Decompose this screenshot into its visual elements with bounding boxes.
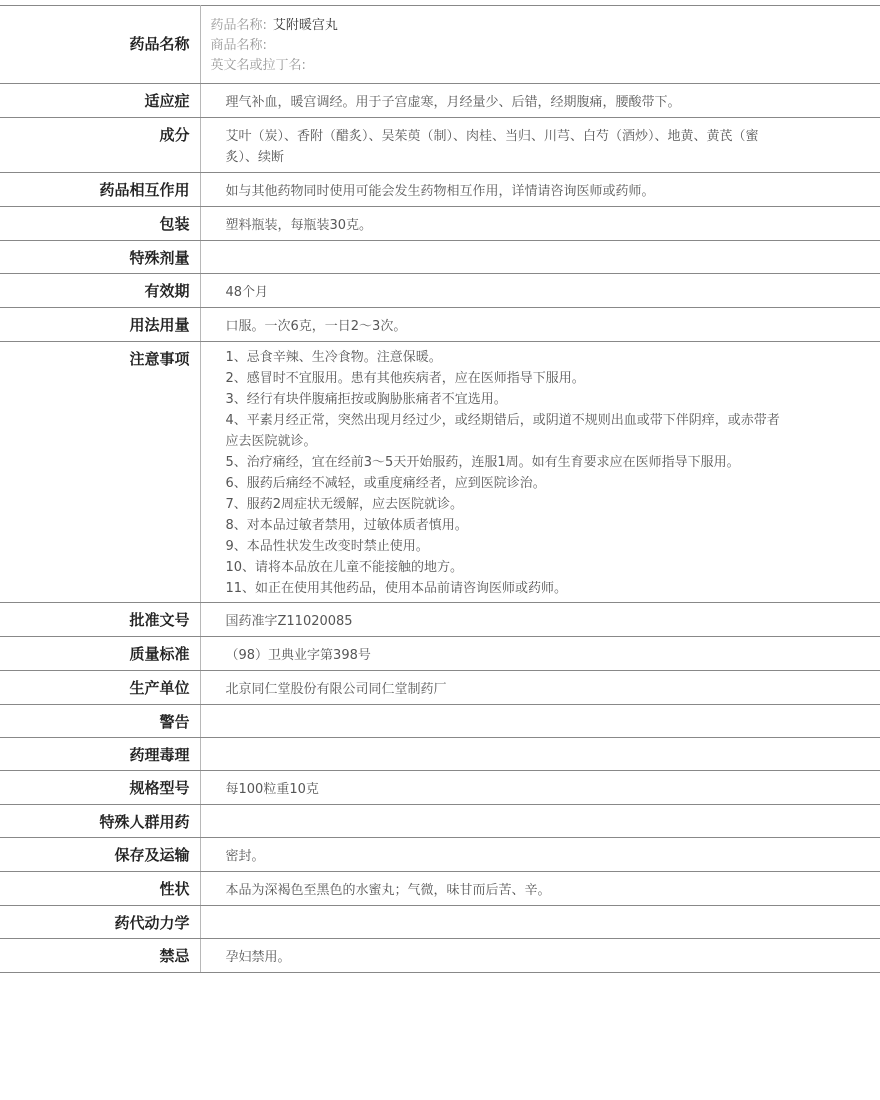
list-item: 9、本品性状发生改变时禁止使用。 <box>225 539 429 554</box>
table-row-special-dosage <box>0 241 880 274</box>
list-item: 6、服药后痛经不减轻，或重度痛经者，应到医院诊治。 <box>225 476 546 491</box>
list-item: 10、请将本品放在儿童不能接触的地方。 <box>225 560 464 575</box>
table-row-packaging <box>0 207 880 241</box>
drug-info-page <box>0 5 880 973</box>
table-row-precautions <box>0 342 880 603</box>
table-row-warning <box>0 705 880 738</box>
row-label: 禁忌 <box>0 939 200 973</box>
row-value <box>200 241 880 274</box>
table-row-indications <box>0 84 880 118</box>
drug-spec-table <box>0 5 880 973</box>
row-value: 艾叶（炭）、香附（醋炙）、吴茱萸（制）、肉桂、当归、川芎、白芍（酒炒）、地黄、黄芪（蜜炙）、续断 <box>200 118 880 173</box>
table-row-approval-number <box>0 603 880 637</box>
list-item: 2、感冒时不宜服用。患有其他疾病者，应在医师指导下服用。 <box>225 371 585 386</box>
table-row-quality-standard <box>0 637 880 671</box>
row-label: 性状 <box>0 872 200 906</box>
row-label: 批准文号 <box>0 603 200 637</box>
table-row-storage <box>0 838 880 872</box>
row-label: 成分 <box>0 118 200 173</box>
row-value: 口服。一次6克，一日2～3次。 <box>200 308 880 342</box>
list-item: 11、如正在使用其他药品，使用本品前请咨询医师或药师。 <box>225 581 568 596</box>
row-value: 如与其他药物同时使用可能会发生药物相互作用，详情请咨询医师或药师。 <box>200 173 880 207</box>
table-row-contraindications <box>0 939 880 973</box>
row-label: 适应症 <box>0 84 200 118</box>
table-row-manufacturer <box>0 671 880 705</box>
generic-name-key: 药品名称: <box>210 18 267 33</box>
table-row-drug-name <box>0 6 880 84</box>
row-value: （98）卫典业字第398号 <box>200 637 880 671</box>
row-value <box>200 805 880 838</box>
row-value: 国药准字Z11020085 <box>200 603 880 637</box>
row-value: 本品为深褐色至黑色的水蜜丸；气微，味甘而后苦、辛。 <box>200 872 880 906</box>
table-row-shelf-life <box>0 274 880 308</box>
precautions-list <box>200 342 880 603</box>
trade-name-key: 商品名称: <box>210 38 267 53</box>
row-label: 包装 <box>0 207 200 241</box>
table-row-specification <box>0 771 880 805</box>
row-value: 48个月 <box>200 274 880 308</box>
list-item: 4、平素月经正常，突然出现月经过少，或经期错后，或阴道不规则出血或带下伴阴痒，或赤带者应去医院就诊。 <box>225 413 780 449</box>
row-value <box>200 738 880 771</box>
row-label: 生产单位 <box>0 671 200 705</box>
row-label: 特殊剂量 <box>0 241 200 274</box>
row-value: 北京同仁堂股份有限公司同仁堂制药厂 <box>200 671 880 705</box>
english-name-key: 英文名或拉丁名: <box>210 58 306 73</box>
row-label: 有效期 <box>0 274 200 308</box>
list-item: 1、忌食辛辣、生冷食物。注意保暖。 <box>225 350 442 365</box>
row-label: 特殊人群用药 <box>0 805 200 838</box>
table-row-description <box>0 872 880 906</box>
row-label: 药理毒理 <box>0 738 200 771</box>
row-label: 保存及运输 <box>0 838 200 872</box>
row-label: 注意事项 <box>0 342 200 603</box>
row-label: 质量标准 <box>0 637 200 671</box>
list-item: 5、治疗痛经，宜在经前3～5天开始服药，连服1周。如有生育要求应在医师指导下服用。 <box>225 455 740 470</box>
row-label: 药代动力学 <box>0 906 200 939</box>
generic-name-value: 艾附暖宫丸 <box>272 18 338 33</box>
row-value: 每100粒重10克 <box>200 771 880 805</box>
list-item: 8、对本品过敏者禁用，过敏体质者慎用。 <box>225 518 468 533</box>
generic-name-line <box>211 16 791 36</box>
trade-name-line <box>211 36 791 56</box>
row-value <box>200 906 880 939</box>
table-row-dosage <box>0 308 880 342</box>
list-item: 7、服药2周症状无缓解，应去医院就诊。 <box>225 497 464 512</box>
row-label: 规格型号 <box>0 771 200 805</box>
row-value: 塑料瓶装，每瓶装30克。 <box>200 207 880 241</box>
row-value <box>200 705 880 738</box>
row-label: 用法用量 <box>0 308 200 342</box>
table-row-pharmacokinetics <box>0 906 880 939</box>
row-label: 警告 <box>0 705 200 738</box>
table-row-pharmacology <box>0 738 880 771</box>
row-value: 孕妇禁用。 <box>200 939 880 973</box>
list-item: 3、经行有块伴腹痛拒按或胸胁胀痛者不宜选用。 <box>225 392 507 407</box>
english-name-line <box>211 56 791 76</box>
table-row-special-populations <box>0 805 880 838</box>
row-value: 密封。 <box>200 838 880 872</box>
row-value: 理气补血，暖宫调经。用于子宫虚寒，月经量少、后错，经期腹痛，腰酸带下。 <box>200 84 880 118</box>
row-label: 药品名称 <box>0 6 200 84</box>
table-row-interactions <box>0 173 880 207</box>
table-row-ingredients <box>0 118 880 173</box>
row-label: 药品相互作用 <box>0 173 200 207</box>
drug-name-cell <box>200 6 880 84</box>
